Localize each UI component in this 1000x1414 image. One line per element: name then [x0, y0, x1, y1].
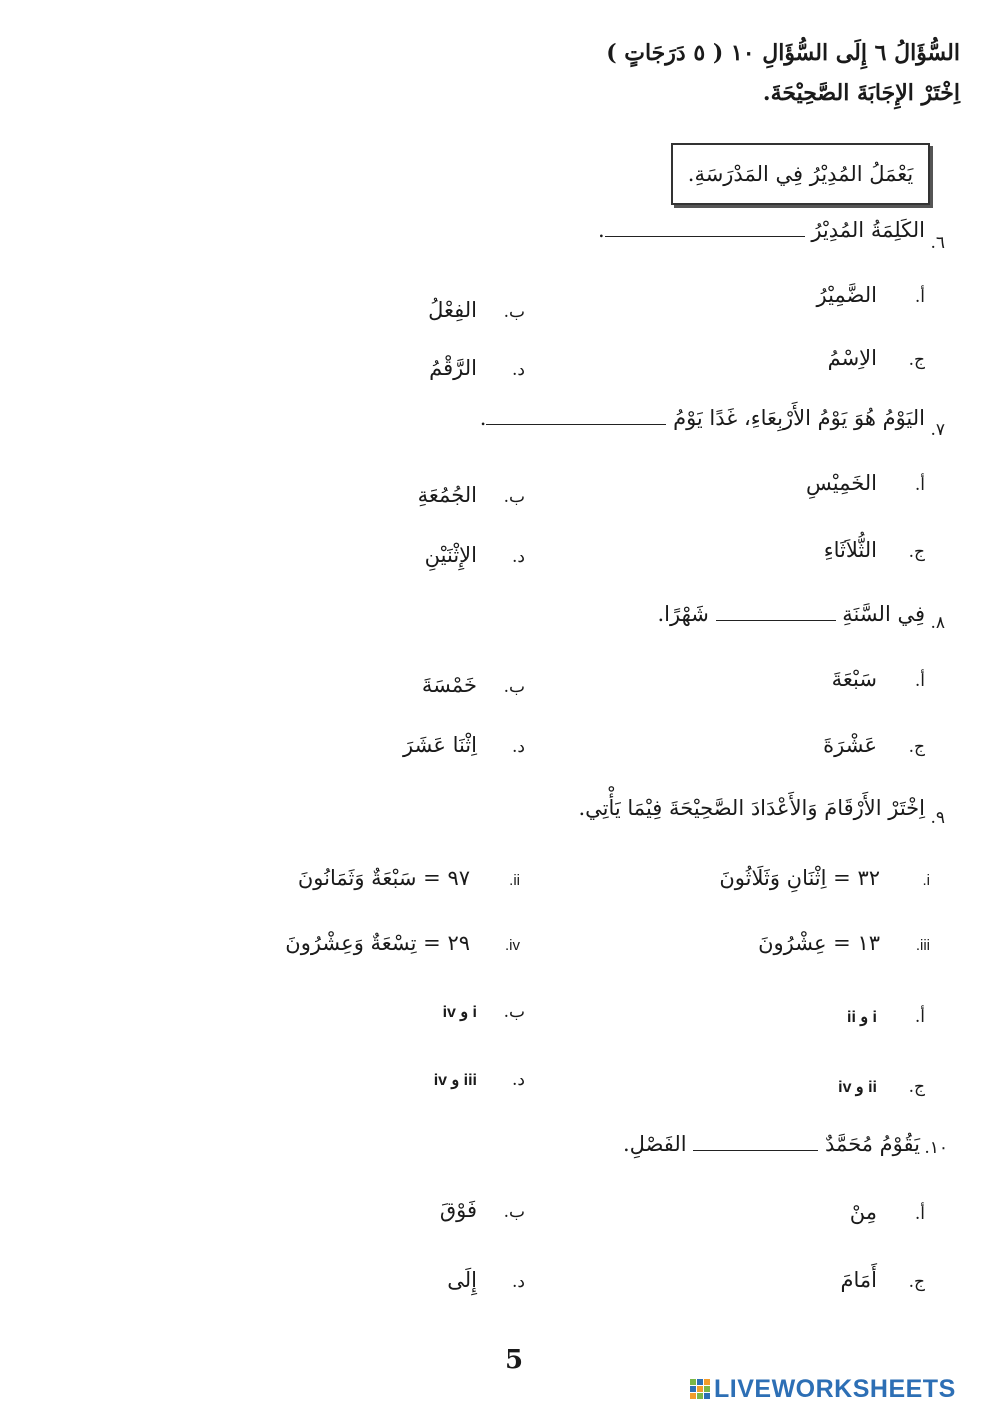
example-sentence-box	[671, 143, 930, 205]
question-8-number: ٨.	[930, 613, 945, 633]
question-8-text	[657, 602, 925, 626]
q7-option-c[interactable]: ج.الثُّلاَثَاءِ	[823, 538, 925, 562]
q8-option-a[interactable]: أ.سَبْعَةَ	[831, 667, 925, 691]
question-7-number: ٧.	[930, 420, 945, 440]
q7-option-b[interactable]: ب.الجُمُعَةِ	[417, 483, 525, 507]
question-10-stem-start: يَقُوْمُ مُحَمَّدٌ	[825, 1132, 920, 1156]
question-10-blank[interactable]	[693, 1148, 818, 1151]
logo-text: LIVEWORKSHEETS	[714, 1374, 956, 1403]
question-10-text	[623, 1132, 920, 1156]
q9-option-a[interactable]: أ.i و ii	[847, 1007, 925, 1027]
q7-option-a[interactable]: أ.الخَمِيْسِ	[805, 471, 925, 495]
question-8-stem-end: شَهْرًا.	[657, 602, 709, 626]
q10-option-b[interactable]: ب.فَوْقَ	[439, 1198, 525, 1222]
q6-option-d[interactable]: د.الرَّقْمُ	[429, 356, 525, 380]
question-7-text	[480, 406, 925, 430]
question-9-text: اِخْتَرْ الأَرْقَامَ وَالأَعْدَادَ الصَّحِيْحَةَ فِيْمَا يَأْتِي.	[578, 796, 925, 820]
q9-statement-iv: iv.٢٩ = تِسْعَةٌ وَعِشْرُونَ	[285, 931, 520, 955]
liveworksheets-logo	[690, 1374, 990, 1404]
section-heading: السُّؤَالُ ٦ إِلَى السُّؤَالِ ١٠ ( ٥ دَرَجَاتٍ )	[606, 40, 960, 66]
q9-option-c[interactable]: ج.ii و iv	[838, 1077, 925, 1097]
q9-statement-i: i.٣٢ = اِثْنَانِ وَثَلَاثُونَ	[719, 866, 930, 890]
q8-option-c[interactable]: ج.عَشْرَةَ	[823, 733, 925, 757]
question-9-number: ٩.	[930, 808, 945, 828]
page-number: 5	[505, 1345, 524, 1375]
q6-option-b[interactable]: ب.الفِعْلُ	[428, 298, 525, 322]
question-6-stem: الكَلِمَةُ المُدِيْرُ	[811, 218, 925, 242]
q6-option-c[interactable]: ج.الاِسْمُ	[827, 346, 925, 370]
question-7-end: .	[479, 406, 487, 430]
question-8-stem-start: فِي السَّنَةِ	[842, 602, 925, 626]
instruction-heading: اِخْتَرْ الإِجَابَةَ الصَّحِيْحَةَ.	[762, 80, 960, 106]
q6-option-a[interactable]: أ.الضَّمِيْرُ	[816, 283, 925, 307]
question-7-stem: اليَوْمُ هُوَ يَوْمُ الأَرْبِعَاءِ، غَدًا يَوْمُ	[673, 406, 925, 430]
q7-option-d[interactable]: د.الإِثْنَيْنِ	[424, 543, 525, 567]
question-7-blank[interactable]	[486, 422, 666, 425]
q9-statement-ii: ii.٩٧ = سَبْعَةٌ وَثَمَانُونَ	[297, 866, 520, 890]
q9-option-b[interactable]: ب.i و iv	[442, 1002, 525, 1022]
example-sentence: يَعْمَلُ المُدِيْرُ فِي المَدْرَسَةِ.	[687, 162, 914, 186]
q9-statement-iii: iii.١٣ = عِشْرُونَ	[758, 931, 930, 955]
q10-option-d[interactable]: د.إِلَى	[447, 1268, 525, 1292]
question-10-stem-end: الفَصْلِ.	[623, 1132, 687, 1156]
question-6-blank[interactable]	[605, 234, 805, 237]
question-10-number: ١٠.	[924, 1138, 948, 1158]
question-8-blank[interactable]	[716, 618, 836, 621]
q10-option-c[interactable]: ج.أَمَامَ	[840, 1268, 925, 1292]
q10-option-a[interactable]: أ.مِنْ	[849, 1200, 925, 1224]
question-6-number: ٦.	[930, 233, 945, 253]
q8-option-d[interactable]: د.اِثْنَا عَشَرَ	[403, 733, 525, 757]
logo-grid-icon	[690, 1379, 710, 1399]
question-6-text	[598, 218, 925, 242]
q9-option-d[interactable]: د.iii و iv	[433, 1070, 525, 1090]
question-6-end: .	[597, 218, 605, 242]
q8-option-b[interactable]: ب.خَمْسَةَ	[421, 673, 525, 697]
